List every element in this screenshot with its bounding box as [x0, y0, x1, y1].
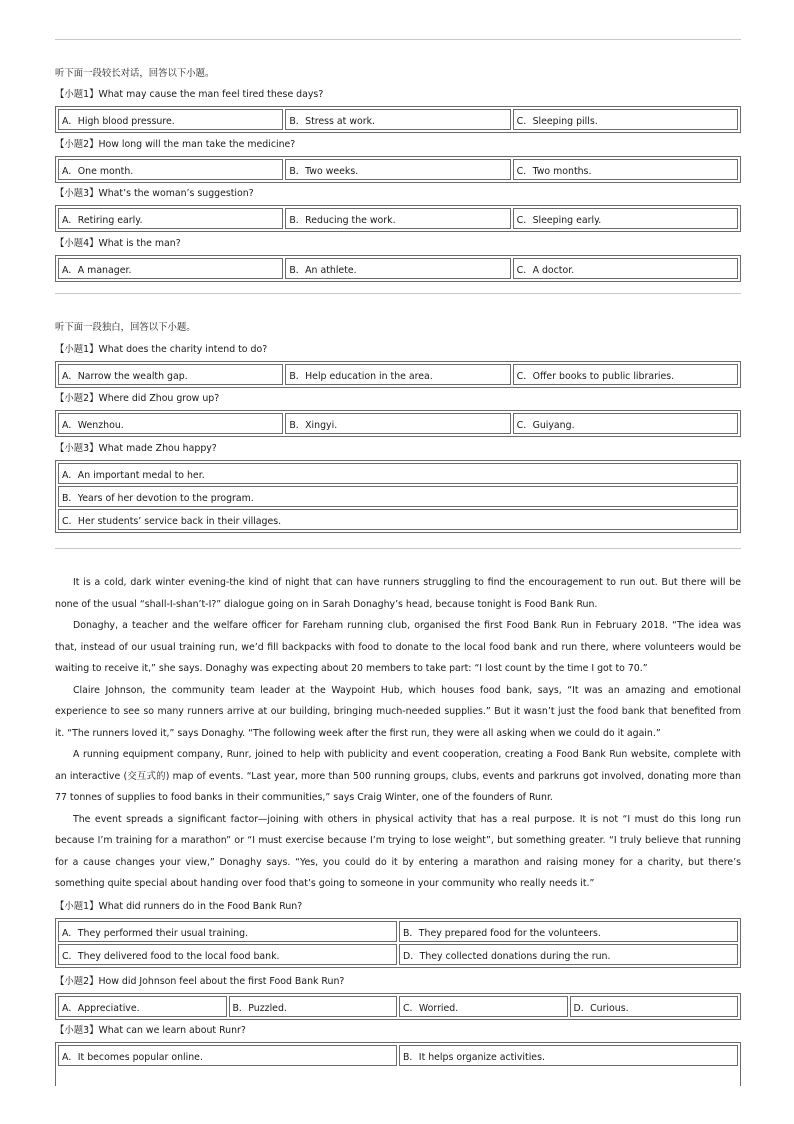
reading-passage: [55, 572, 741, 895]
s1-q3-option-c[interactable]: C．Sleeping early.: [513, 208, 738, 229]
s1-options-2: [55, 156, 741, 183]
s1-question-4: 【小题4】What is the man?: [55, 238, 181, 249]
p-q3-option-b[interactable]: B．It helps organize activities.: [399, 1045, 738, 1066]
s2-q3-option-a[interactable]: A．An important medal to her.: [58, 463, 738, 484]
p-q2-option-a[interactable]: A．Appreciative.: [58, 996, 227, 1017]
s2-q2-option-c[interactable]: C．Guiyang.: [513, 413, 738, 434]
s1-q1-option-c[interactable]: C．Sleeping pills.: [513, 109, 738, 130]
s2-q3-option-b[interactable]: B．Years of her devotion to the program.: [58, 486, 738, 507]
s2-options-2: [55, 410, 741, 437]
s1-q4-option-c[interactable]: C．A doctor.: [513, 258, 738, 279]
s1-options-3: [55, 205, 741, 232]
p-question-3: 【小题3】What can we learn about Runr?: [55, 1025, 246, 1036]
s1-question-3: 【小题3】What’s the woman’s suggestion?: [55, 188, 254, 199]
s2-q3-option-c[interactable]: C．Her students’ service back in their villages.: [58, 509, 738, 530]
p-options-1: [55, 918, 741, 968]
p-q1-option-a[interactable]: A．They performed their usual training.: [58, 921, 397, 942]
s1-options-4: [55, 255, 741, 282]
s2-question-3: 【小题3】What made Zhou happy?: [55, 443, 217, 454]
p-q1-option-d[interactable]: D．They collected donations during the run.: [399, 944, 738, 965]
s2-q2-option-b[interactable]: B．Xingyi.: [285, 413, 510, 434]
s1-q1-option-a[interactable]: A．High blood pressure.: [58, 109, 283, 130]
passage-paragraph-4: A running equipment company, Runr, joined to help with publicity and event cooperation, creating a Food Bank Run website, complete with an interactive (交互式的) map of events. “Last year, more than 500 running groups, clubs, events and parkruns got involved, donating more than 77 tonnes of supplies to food banks in their communities,” says Craig Winter, one of the founders of Runr.: [55, 749, 741, 803]
s1-question-1: 【小题1】What may cause the man feel tired these days?: [55, 89, 324, 100]
passage-paragraph-2: Donaghy, a teacher and the welfare officer for Fareham running club, organised the first Food Bank Run in February 2018. “The idea was that, instead of our usual training run, we’d fill backpacks with food to donate to the local food bank and run there, where volunteers would be waiting to receive it,” she says. Donaghy was expecting about 20 members to take part: “I lost count by the time I got to 70.”: [55, 620, 741, 674]
s1-q1-option-b[interactable]: B．Stress at work.: [285, 109, 510, 130]
p-q3-option-a[interactable]: A．It becomes popular online.: [58, 1045, 397, 1066]
s2-options-3: [55, 460, 741, 533]
top-divider: [55, 39, 741, 40]
s1-q4-option-a[interactable]: A．A manager.: [58, 258, 283, 279]
s2-q1-option-b[interactable]: B．Help education in the area.: [285, 364, 510, 385]
passage-paragraph-3: Claire Johnson, the community team leader at the Waypoint Hub, which houses food bank, says, “It was an amazing and emotional experience to see so many runners arrive at our building, bringing much-needed supplies.” But it wasn’t just the food bank that benefited from it. “The runners loved it,” says Donaghy. “The following week after the first run, they were all asking when we could do it again.”: [55, 684, 741, 739]
s2-question-1: 【小题1】What does the charity intend to do?: [55, 344, 268, 355]
p-options-3: [55, 1042, 741, 1086]
section1-divider: [55, 293, 741, 294]
s2-question-2: 【小题2】Where did Zhou grow up?: [55, 393, 220, 404]
p-options-2: [55, 993, 741, 1020]
s1-options-1: [55, 106, 741, 133]
s2-q1-option-a[interactable]: A．Narrow the wealth gap.: [58, 364, 283, 385]
p-q2-option-d[interactable]: D．Curious.: [570, 996, 739, 1017]
section1-intro: 听下面一段较长对话，回答以下小题。: [55, 68, 215, 79]
s1-q2-option-b[interactable]: B．Two weeks.: [285, 159, 510, 180]
section2-divider: [55, 548, 741, 549]
passage-paragraph-5: The event spreads a significant factor—joining with others in physical activity that has a real purpose. It is not “I must do this long run because I’m training for a marathon” or “I must exercise because I’m trying to lose weight”, but something greater. “I truly believe that running for a cause changes your view,” Donaghy says. “Yes, you could do it by entering a marathon and raising money for a charity, but there’s something quite special about handing over food that’s going to someone in your community who really needs it.”: [55, 813, 741, 889]
p-q2-option-c[interactable]: C．Worried.: [399, 996, 568, 1017]
p-q2-option-b[interactable]: B．Puzzled.: [229, 996, 398, 1017]
s2-q1-option-c[interactable]: C．Offer books to public libraries.: [513, 364, 738, 385]
s1-q3-option-b[interactable]: B．Reducing the work.: [285, 208, 510, 229]
section2-intro: 听下面一段独白，回答以下小题。: [55, 322, 196, 333]
p-question-1: 【小题1】What did runners do in the Food Bank Run?: [55, 901, 303, 912]
p-q1-option-c[interactable]: C．They delivered food to the local food bank.: [58, 944, 397, 965]
s2-options-1: [55, 361, 741, 388]
p-question-2: 【小题2】How did Johnson feel about the first Food Bank Run?: [55, 976, 345, 987]
s1-q2-option-a[interactable]: A．One month.: [58, 159, 283, 180]
passage-paragraph-1: It is a cold, dark winter evening-the kind of night that can have runners struggling to find the encouragement to run out. But there will be none of the usual “shall-I-shan’t-I?” dialogue going on in Sarah Donaghy’s head, because tonight is Food Bank Run.: [55, 577, 741, 610]
s1-q3-option-a[interactable]: A．Retiring early.: [58, 208, 283, 229]
s1-question-2: 【小题2】How long will the man take the medicine?: [55, 139, 296, 150]
s1-q2-option-c[interactable]: C．Two months.: [513, 159, 738, 180]
s2-q2-option-a[interactable]: A．Wenzhou.: [58, 413, 283, 434]
s1-q4-option-b[interactable]: B．An athlete.: [285, 258, 510, 279]
p-q1-option-b[interactable]: B．They prepared food for the volunteers.: [399, 921, 738, 942]
